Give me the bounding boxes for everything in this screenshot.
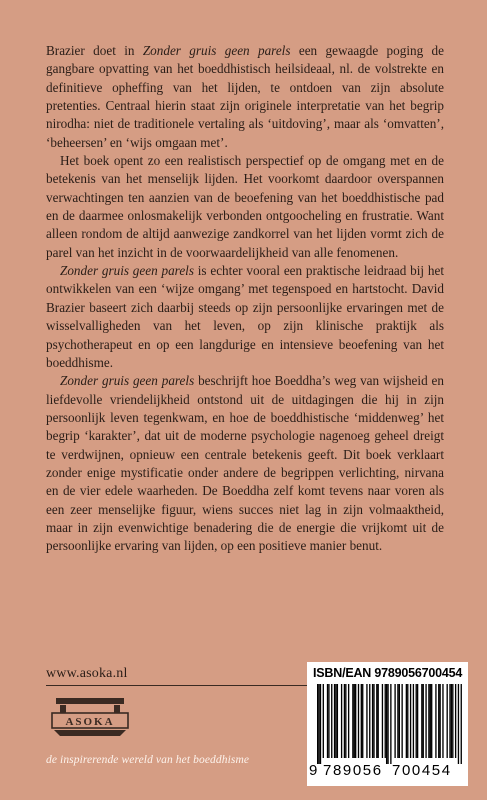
logo-wordmark: ASOKA (65, 716, 115, 728)
barcode-digits-right: 700454 (392, 762, 452, 779)
barcode-bar (442, 684, 443, 758)
barcode-bar (328, 684, 329, 758)
barcode-bar (387, 684, 388, 764)
barcode-bar (354, 684, 355, 758)
barcode-bar (455, 684, 456, 758)
barcode-bar (341, 684, 342, 758)
asoka-logo (50, 696, 130, 740)
blurb-paragraph-2: Het boek opent zo een realistisch perspectief op de omgang met en de betekenis van het menselijk lijden. Het voorkomt daardoor overspannen verwachtingen ten aanzien van de beoefening van het boeddhistische pad en de daarmee onlosmakelijk verbonden ontgoocheling en frustratie. Want alleen rondom de altijd aanwezige zandkorrel van het lijden vormt zich de parel van het inzicht in de voorwaardelijkheid van alle fenomenen. (46, 153, 444, 260)
barcode-bar (417, 684, 418, 758)
barcode-bar (385, 684, 386, 758)
barcode-bar (407, 684, 408, 758)
barcode-digit-first: 9 (309, 762, 318, 779)
barcode-bar (358, 684, 359, 758)
barcode-bar (406, 684, 407, 758)
barcode-bar (376, 684, 377, 758)
barcode-bar (369, 684, 370, 758)
barcode-bar (318, 684, 319, 764)
barcode-bar (348, 684, 349, 758)
barcode-bar (447, 684, 448, 758)
barcode-bar (352, 684, 353, 758)
barcode-digits-left: 789056 (323, 762, 383, 779)
barcode-bar (334, 684, 335, 758)
barcode-bar (344, 684, 345, 758)
barcode-bar (345, 684, 346, 758)
barcode-bar (378, 684, 379, 758)
book-title-italic: Zonder gruis geen parels (142, 43, 291, 58)
barcode-bar (410, 684, 411, 758)
barcode-bar (397, 684, 398, 758)
blurb-paragraph-1: Brazier doet in Zonder gruis geen parels een gewaagde poging de gangbare opvatting van het boeddhistisch heilsideaal, nl. de volstrekte en definitieve opheffing van het lijden, te ontdoen van zijn absolute pretenties. Centraal hierin staat zijn originele interpretatie van het begrip nirodha: niet de traditionele vertaling als ‘uitdoving’, maar als ‘omvatten’, ‘beheersen’ en ‘wijs omgaan met’. (46, 43, 444, 150)
barcode-bar (362, 684, 363, 758)
barcode-bar (355, 684, 356, 758)
book-title-italic: Zonder gruis geen parels (60, 373, 195, 389)
barcode-bar (428, 684, 429, 758)
barcode-bar (421, 684, 422, 758)
barcode-bar (394, 684, 395, 758)
barcode-bar (435, 684, 436, 758)
barcode-bar (425, 684, 426, 758)
isbn-label: ISBN/EAN 9789056700454 (313, 666, 463, 680)
divider-line (46, 685, 308, 686)
barcode-bar (320, 684, 321, 764)
blurb-text (46, 42, 444, 556)
barcode-bar (413, 684, 414, 758)
barcode-bar (382, 684, 383, 758)
barcode-bar (438, 684, 439, 758)
barcode-bar (451, 684, 452, 758)
barcode-bar (335, 684, 336, 758)
barcode-bar (317, 684, 318, 764)
publisher-website[interactable]: www.asoka.nl (46, 666, 128, 681)
barcode-bar (423, 684, 424, 758)
barcode-bar (439, 684, 440, 758)
barcode-bars (317, 684, 462, 764)
barcode-bar (323, 684, 324, 758)
publisher-tagline: de inspirerende wereld van het boeddhisme (46, 754, 250, 766)
barcode-bar (416, 684, 417, 758)
barcode-bar (461, 684, 462, 764)
barcode-bar (386, 684, 387, 764)
barcode-bar (431, 684, 432, 758)
book-title-italic: Zonder gruis geen parels (60, 263, 194, 279)
barcode-bar (372, 684, 373, 758)
barcode-bar (366, 684, 367, 758)
barcode-bar (337, 684, 338, 758)
barcode-bar (452, 684, 453, 758)
barcode-bar (373, 684, 374, 758)
barcode-bar (449, 684, 450, 758)
barcode-bar (390, 684, 391, 764)
barcode-bar (327, 684, 328, 758)
barcode-bar (361, 684, 362, 758)
isbn-barcode (307, 662, 468, 786)
barcode-bar (430, 684, 431, 758)
barcode-bar (458, 684, 459, 764)
blurb-paragraph-4: Zonder gruis geen parels beschrijft hoe Boeddha’s weg van wijsheid en liefdevolle vriendelijkheid ontstond uit de uitdagingen die hij in zijn persoonlijk leven tegenkwam, en hoe de boeddhistische ‘middenweg’ het begrip ‘karakter’, dat uit de moderne psychologie nagenoeg geheel dreigt te verdwijnen, opnieuw een centrale betekenis geeft. Dit boek verklaart zonder enige mystificatie onder andere de begrippen verlichting, nirvana en de vier edele waarheden. De Boeddha zelf komt tevens naar voren als een zeer menselijke figuur, wiens succes niet lag in zijn volmaaktheid, maar in zijn evenwichtige benadering die de energie die vrijkomt uit de persoonlijke ervaring van lijden, op een positieve manier benut. (46, 373, 444, 554)
barcode-bar (331, 684, 332, 758)
barcode-bar (401, 684, 402, 758)
barcode-bar (399, 684, 400, 758)
blurb-paragraph-3: Zonder gruis geen parels is echter vooral een praktische leidraad bij het ontwikkelen van een ‘wijze omgang’ met tegenspoed en hartstocht. David Brazier baseert zich daarbij steeds op zijn persoonlijke ervaringen met de wisselvalligheden van het leven, op zijn klinische praktijk als psychotherapeut en op een langdurige en intensieve beoefening van het boeddhisme. (46, 263, 444, 370)
